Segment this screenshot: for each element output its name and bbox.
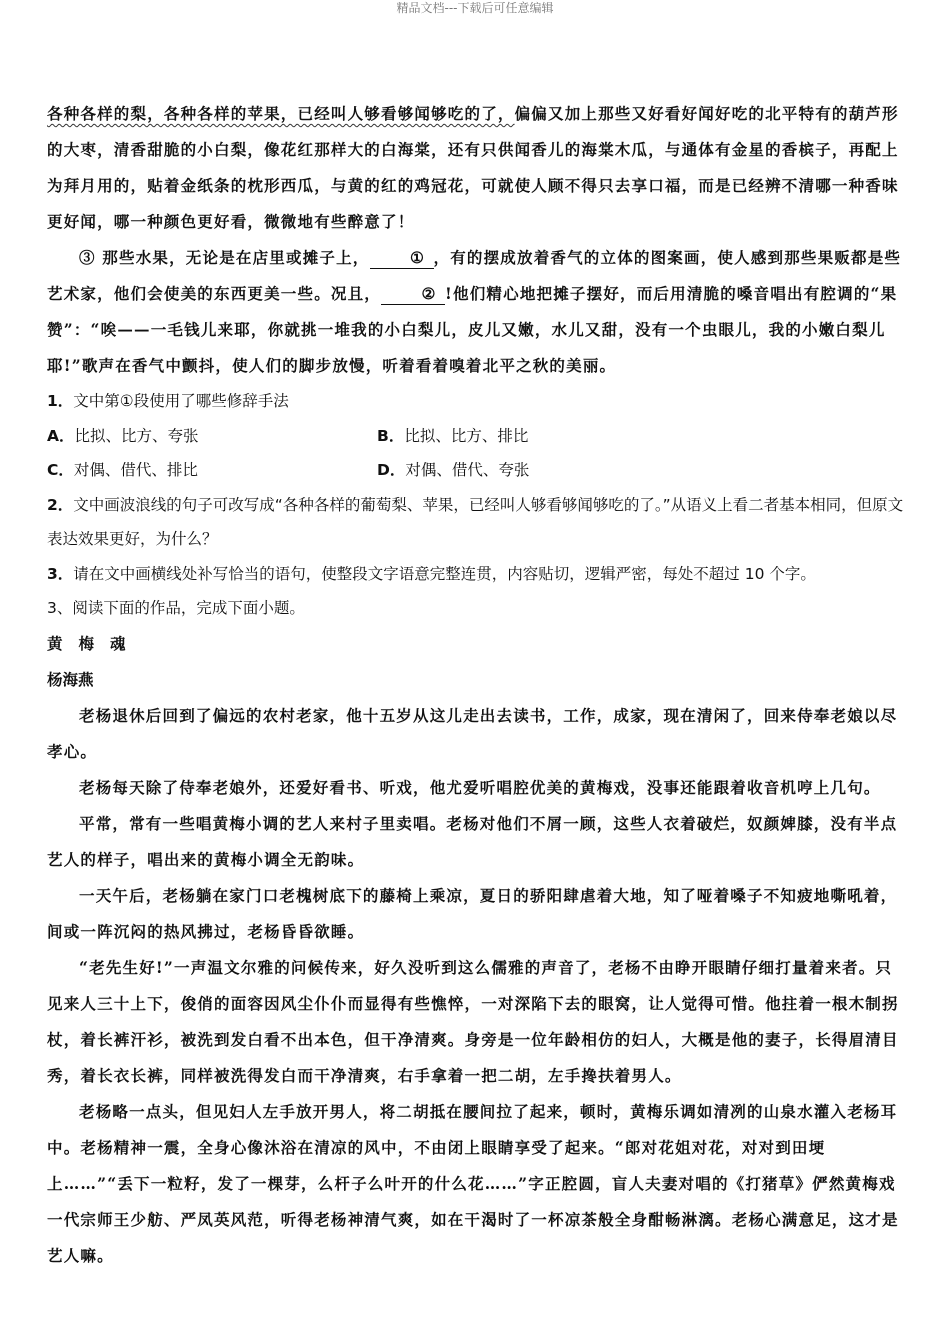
question-3: 3．请在文中画横线处补写恰当的语句，使整段文字语意完整连贯，内容贴切，逻辑严密，每处不超过 10 个字。 (47, 564, 816, 583)
option-a: A．比拟、比方、夸张 (47, 426, 199, 445)
document-body (47, 96, 907, 1274)
story-author: 杨海燕 (47, 669, 94, 689)
question-2: 2．文中画波浪线的句子可改写成“各种各样的葡萄梨、苹果，已经叫人够看够闻够吃的了。”从语义上看二者基本相同，但原文表达效果更好，为什么？ (47, 495, 904, 548)
story-paragraph: 老杨退休后回到了偏远的农村老家，他十五岁从这儿走出去读书，工作，成家，现在清闲了，回来侍奉老娘以尽孝心。 (47, 705, 898, 761)
passage-paragraph-3: ③ 那些水果，无论是在店里或摊子上， ① ，有的摆成放着香气的立体的图案画，使人感到那些果贩都是些艺术家，他们会使美的东西更美一些。况且， ② !他们精心地把摊子摆好，而后用清脆的嗓音唱出有腔调的“果赞”：“唉——一毛钱儿来耶，你就挑一堆我的小白梨儿，皮儿又嫩，水儿又甜，没有一个虫眼儿，我的小嫩白梨儿耶!”歌声在香气中颤抖，使人们的脚步放慢，听着看着嗅着北平之秋的美丽。 (47, 248, 902, 375)
story-paragraph: 老杨略一点头，但见妇人左手放开男人，将二胡抵在腰间拉了起来，顿时，黄梅乐调如清冽的山泉水灌入老杨耳中。老杨精神一震，全身心像沐浴在清凉的风中，不由闭上眼睛享受了起来。“郎对花姐对花，对对到田埂上……”“丢下一粒籽，发了一棵芽，么杆子么叶开的什么花……”字正腔圆，盲人夫妻对唱的《打猪草》俨然黄梅戏一代宗师王少舫、严凤英风范，听得老杨神清气爽，如在干渴时了一杯凉茶般全身酣畅淋漓。老杨心满意足，这才是艺人嘛。 (47, 1101, 899, 1265)
page-header: 精品文档---下载后可任意编辑 (396, 1, 554, 15)
passage-paragraph-1 (47, 96, 907, 240)
fill-blank-2: ② (381, 284, 445, 305)
wavy-underlined-sentence: 各种各样的梨，各种各样的苹果，已经叫人够看够闻够吃的了， (47, 104, 515, 123)
fill-blank-1: ① (370, 248, 434, 269)
section-heading: 3、阅读下面的作品，完成下面小题。 (47, 599, 305, 617)
option-d: D．对偶、借代、夸张 (377, 461, 530, 479)
story-paragraph: 老杨每天除了侍奉老娘外，还爱好看书、听戏，他尤爱听唱腔优美的黄梅戏，没事还能跟着收音机哼上几句。 (79, 777, 881, 797)
option-c: C．对偶、借代、排比 (47, 461, 198, 479)
question-1-options-row-1 (47, 419, 907, 454)
question-1-options-row-2 (47, 453, 907, 488)
option-b: B．比拟、比方、排比 (377, 426, 529, 445)
paragraph-1-rest: 偏偏又加上那些又好看好闻好吃的北平特有的葫芦形的大枣，清香甜脆的小白梨，像花红那样大的白海棠，还有只供闻香儿的海棠木瓜，与通体有金星的香槟子，再配上为拜月用的，贴着金纸条的枕形西瓜，与黄的红的鸡冠花，可就使人顾不得只去享口福，而是已经辨不清哪一种香味更好闻，哪一种颜色更好看，微微地有些醉意了！ (47, 104, 899, 231)
story-title: 黄梅魂 (47, 633, 142, 653)
story-paragraph: “老先生好!”一声温文尔雅的问候传来，好久没听到这么儒雅的声音了，老杨不由睁开眼睛仔细打量着来者。只见来人三十上下，俊俏的面容因风尘仆仆而显得有些憔悴，一对深陷下去的眼窝，让人觉得可惜。他拄着一根木制拐杖，着长裤汗衫，被洗到发白看不出本色，但干净清爽。身旁是一位年龄相仿的妇人，大概是他的妻子，长得眉清目秀，着长衣长裤，同样被洗得发白而干净清爽，右手拿着一把二胡，左手搀扶着男人。 (47, 957, 899, 1085)
question-1: 1．文中第①段使用了哪些修辞手法 (47, 392, 289, 410)
story-paragraph: 平常，常有一些唱黄梅小调的艺人来村子里卖唱。老杨对他们不屑一顾，这些人衣着破烂，奴颜婢膝，没有半点艺人的样子，唱出来的黄梅小调全无韵味。 (47, 813, 898, 869)
story-paragraph: 一天午后，老杨躺在家门口老槐树底下的藤椅上乘凉，夏日的骄阳肆虐着大地，知了哑着嗓子不知疲地嘶吼着，间或一阵沉闷的热风拂过，老杨昏昏欲睡。 (47, 885, 898, 941)
